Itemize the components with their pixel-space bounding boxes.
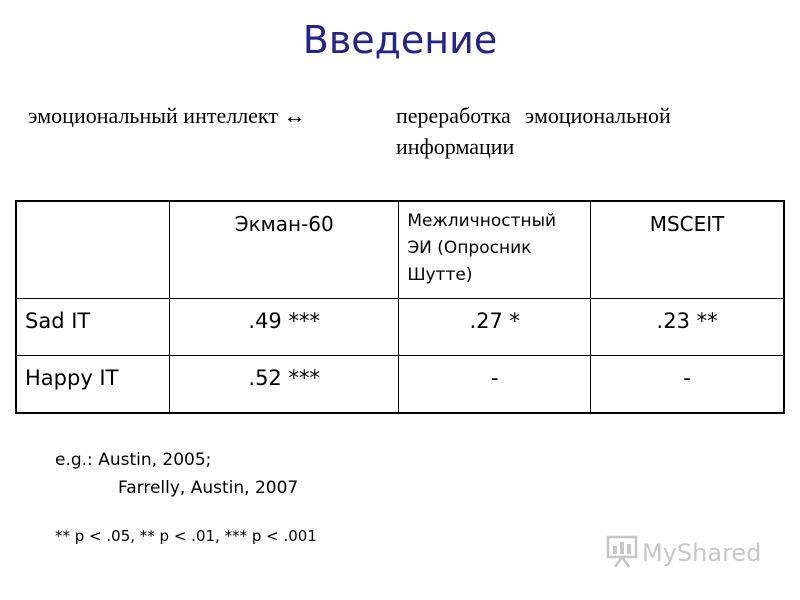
table-cell: .27 * bbox=[399, 299, 591, 356]
table-header-schutte: Межличностный ЭИ (Опросник Шутте) bbox=[399, 201, 591, 299]
table-row bbox=[16, 356, 784, 414]
row-label: Happy IT bbox=[16, 356, 170, 414]
table-cell: .52 *** bbox=[170, 356, 399, 414]
significance-note: ** p < .05, ** p < .01, *** p < .001 bbox=[55, 527, 317, 545]
table-header-msceit: MSCEIT bbox=[591, 201, 784, 299]
table-cell: .49 *** bbox=[170, 299, 399, 356]
table-header-empty bbox=[16, 201, 170, 299]
intro-right-word-2: эмоциональной bbox=[524, 103, 671, 128]
results-table bbox=[15, 200, 785, 414]
row-label: Sad IT bbox=[16, 299, 170, 356]
slide-title: Введение bbox=[302, 18, 498, 62]
intro-right-word-1: переработка bbox=[396, 103, 511, 128]
reference-line: e.g.: Austin, 2005; bbox=[55, 450, 212, 470]
intro-right-text bbox=[396, 100, 756, 162]
table-row bbox=[16, 299, 784, 356]
presentation-board-icon bbox=[606, 534, 638, 572]
table-cell: - bbox=[399, 356, 591, 414]
table-header-row bbox=[16, 201, 784, 299]
watermark-text: MyShared bbox=[642, 539, 762, 567]
table-cell: - bbox=[591, 356, 784, 414]
table-header-ekman: Экман-60 bbox=[170, 201, 399, 299]
intro-right-word-3: информации bbox=[396, 134, 515, 159]
intro-left-text: эмоциональный интеллект ↔ bbox=[28, 103, 306, 128]
references bbox=[55, 446, 298, 502]
table-cell: .23 ** bbox=[591, 299, 784, 356]
watermark bbox=[606, 534, 761, 572]
reference-line: Farrelly, Austin, 2007 bbox=[118, 478, 299, 498]
